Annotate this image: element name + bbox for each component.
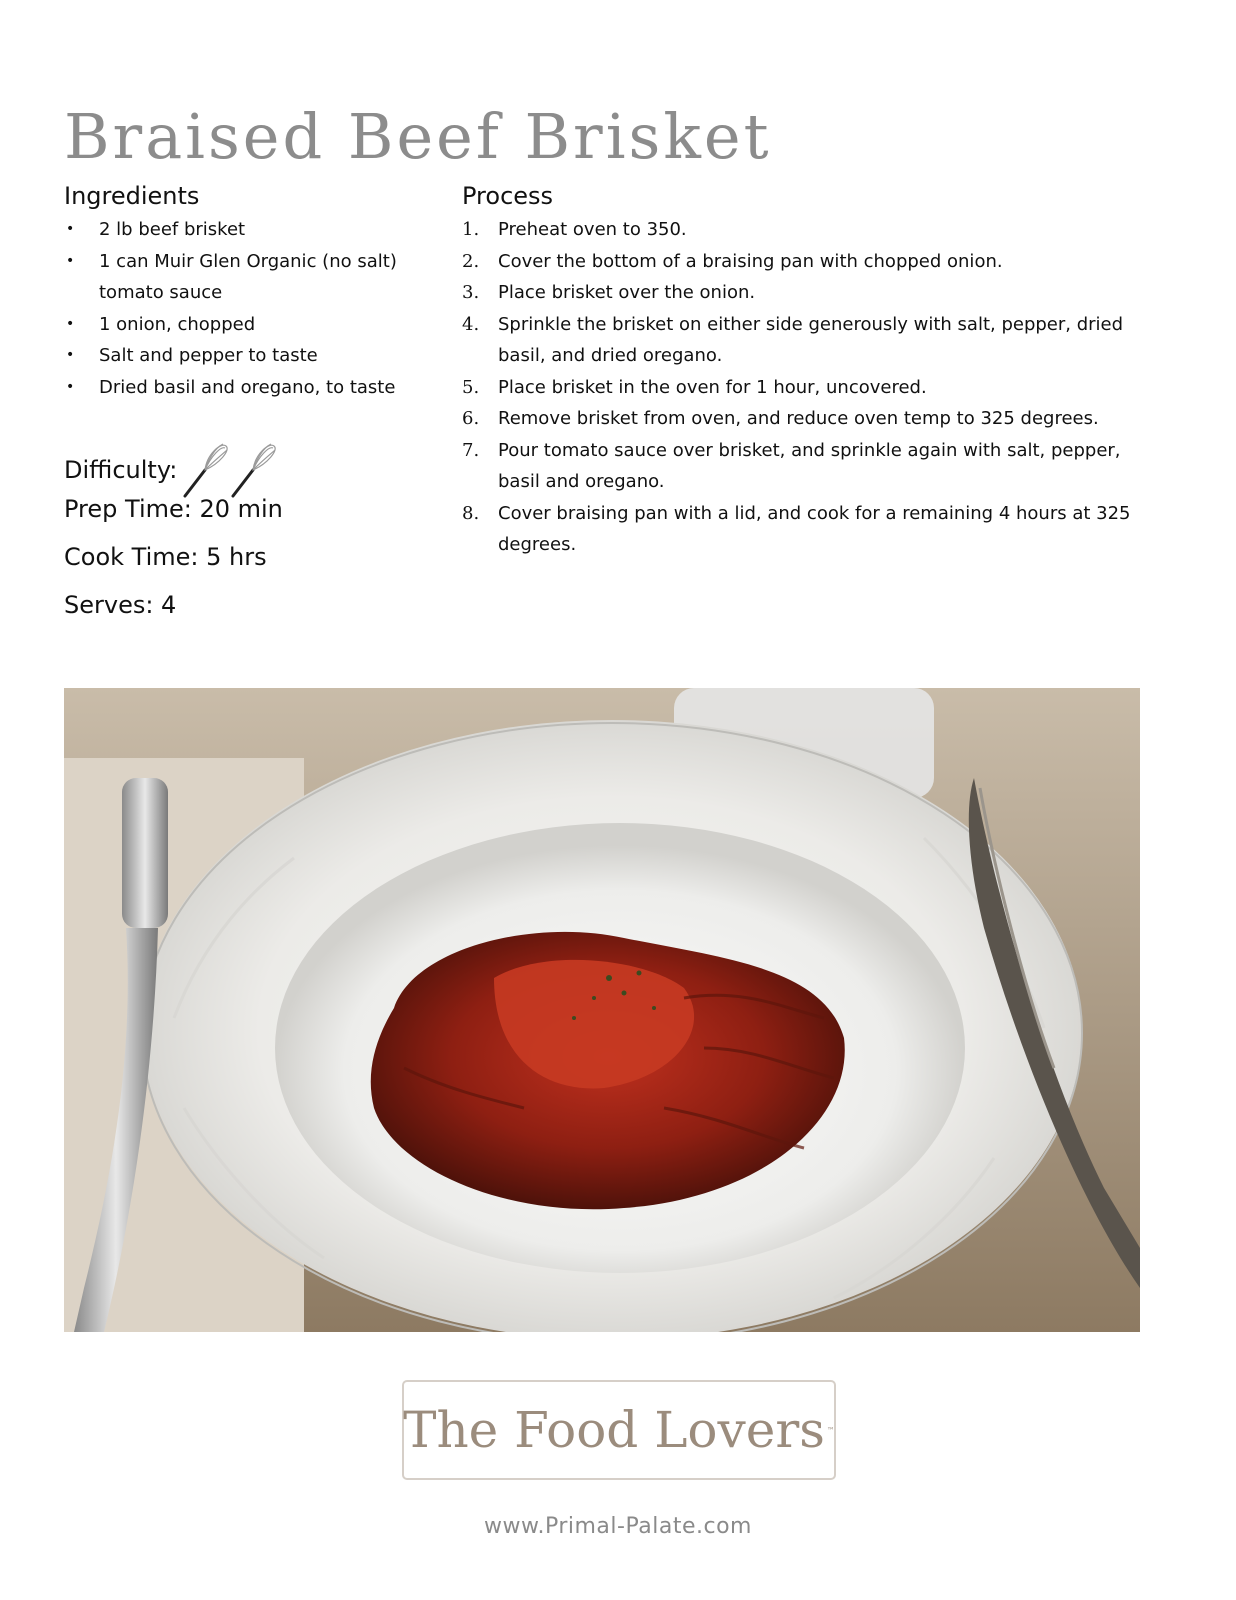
braised-brisket-plate-photo	[64, 688, 1140, 1332]
recipe-title: Braised Beef Brisket	[64, 99, 772, 173]
cook-time: Cook Time: 5 hrs	[64, 543, 267, 571]
website-url[interactable]: www.Primal-Palate.com	[484, 1514, 752, 1539]
bullet-icon: •	[66, 378, 75, 395]
trademark-mark: ™	[826, 1425, 835, 1435]
step-item: 1. Preheat oven to 350.	[462, 219, 687, 240]
bullet-icon: •	[66, 252, 75, 269]
step-item: 4. Sprinkle the brisket on either side generously with salt, pepper, dried basil, and dried oregano.	[462, 313, 1124, 366]
step-item: 2. Cover the bottom of a braising pan with chopped onion.	[462, 250, 1003, 272]
list-item: • Salt and pepper to taste	[64, 340, 434, 372]
prep-time: Prep Time: 20 min	[64, 495, 283, 523]
list-item: • Dried basil and oregano, to taste	[64, 372, 434, 404]
whisk-icon	[181, 440, 229, 500]
difficulty-row	[64, 446, 444, 494]
serves: Serves: 4	[64, 591, 177, 619]
step-item: 8. Cover braising pan with a lid, and cook for a remaining 4 hours at 325 degrees.	[462, 502, 1131, 555]
list-item: • 1 onion, chopped	[64, 309, 434, 341]
ingredients-heading: Ingredients	[64, 182, 200, 210]
bullet-icon: •	[66, 347, 75, 363]
step-item: 5. Place brisket in the oven for 1 hour, uncovered.	[462, 376, 927, 398]
brand-logo	[402, 1380, 836, 1480]
list-item: • 1 can Muir Glen Organic (no salt) tomato sauce	[64, 246, 434, 309]
recipe-meta	[64, 446, 444, 638]
difficulty-rating	[181, 440, 277, 500]
process-steps	[462, 214, 1152, 561]
ingredients-section	[64, 180, 434, 403]
list-item: • 2 lb beef brisket	[64, 214, 434, 246]
process-heading: Process	[462, 182, 554, 210]
step-item: 6. Remove brisket from oven, and reduce oven temp to 325 degrees.	[462, 408, 1099, 429]
bullet-icon: •	[66, 315, 75, 332]
bullet-icon: •	[66, 221, 75, 237]
step-item: 7. Pour tomato sauce over brisket, and sprinkle again with salt, pepper, basil and oregano.	[462, 439, 1121, 492]
whisk-icon	[229, 440, 277, 500]
process-section	[462, 180, 1152, 561]
ingredients-list	[64, 214, 434, 403]
step-item: 3. Place brisket over the onion.	[462, 282, 756, 303]
dish-photo	[64, 688, 1140, 1332]
difficulty-label: Difficulty:	[64, 456, 178, 484]
brand-logo-text: The Food Lovers	[403, 1401, 825, 1459]
